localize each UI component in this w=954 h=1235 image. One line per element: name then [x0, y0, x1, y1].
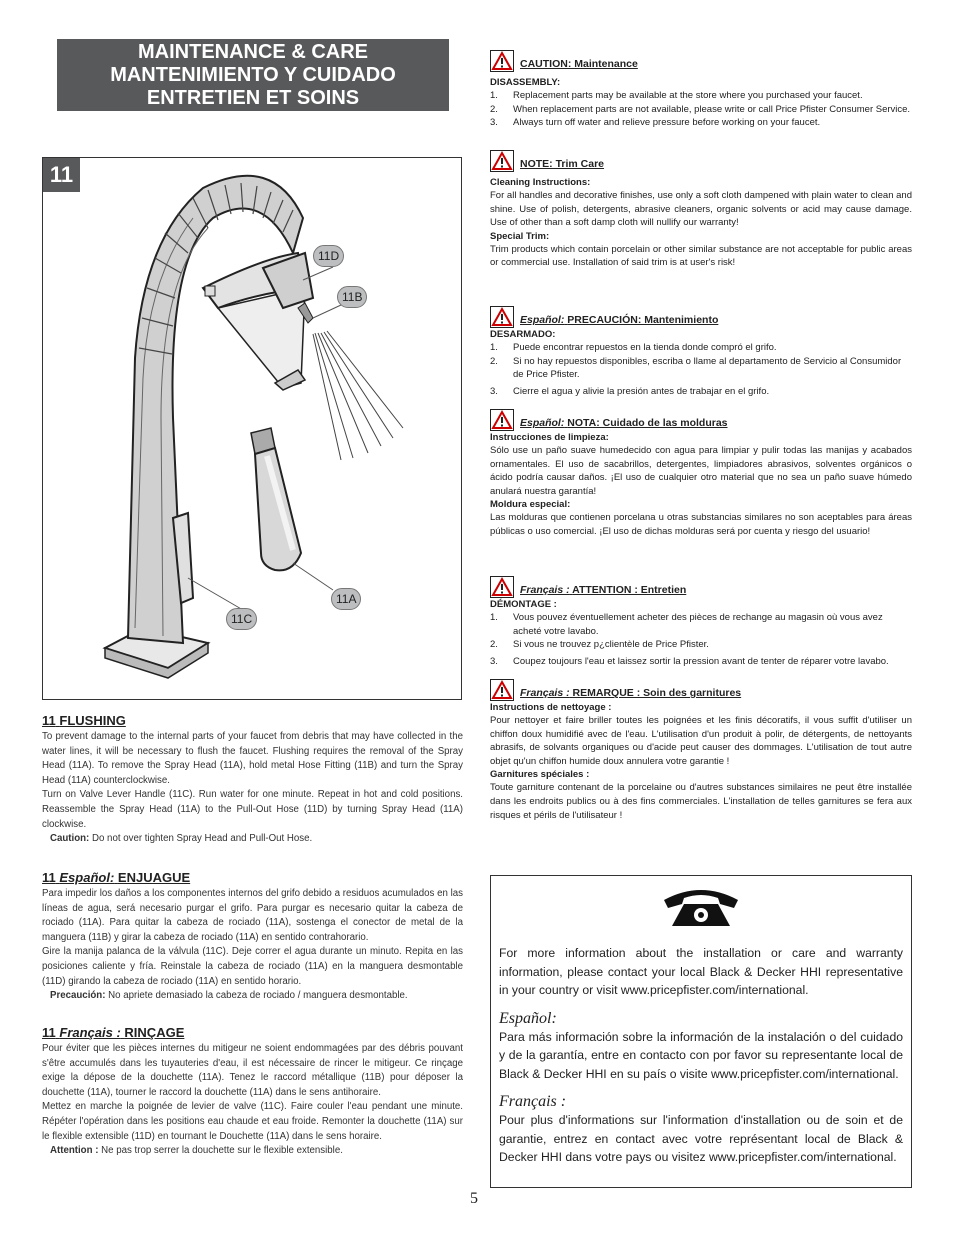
- caution-label: Caution:: [50, 833, 90, 845]
- banner-line-es: MANTENIMIENTO Y CUIDADO: [110, 63, 396, 86]
- note-text: Toute garniture contenant de la porcelaine ou d'autres substances similaires ne peut être installée dans les endroits publics ou à des fins commerciales. L'installation de telles garnitures se fera aux risques et périls de l'utilisateur !: [490, 782, 912, 821]
- note-lang: Español:: [520, 314, 565, 326]
- note-title: PRECAUCIÓN: Mantenimiento: [567, 314, 719, 326]
- list-item: Replacement parts may be available at the store where you purchased your faucet.: [513, 90, 863, 101]
- section-banner: [57, 39, 449, 111]
- note-sub: DÉMONTAGE :: [490, 599, 557, 610]
- flushing-es: [42, 870, 463, 1004]
- note-text: Sólo use un paño suave humedecido con agua para limpiar y pulir todas las manijas y acabados ornamentales. El uso de sacabrillos, detergentes, limpiadores abrasivos, solventes orgánicos o ácido podría causar daños. ¡El uso de cualquier otro material que no sea un paño suave húmedo anulará nuestra garantía!: [490, 445, 912, 497]
- warning-icon: [490, 576, 514, 598]
- note-text: For all handles and decorative finishes, use only a soft cloth dampened with plain water to clean and shine. Use of polish, detergents, abrasive cleaners, organic solvents or acid may cause damage. Use of other than a soft damp cloth will nullify our warranty!: [490, 190, 912, 229]
- caution-label: Precaución:: [50, 990, 106, 1002]
- note-text: Trim products which contain porcelain or other similar substance are not acceptable for public areas or commercial use. Installation of said trim is at user's risk!: [490, 243, 912, 269]
- flushing-en-p2: Turn on Valve Lever Handle (11C). Run water for one minute. Repeat in hot and cold positions. Reassemble the Spray Head (11A) to the Pull-Out Hose (11D) by turning Spray Head (11A) clockwise.: [42, 789, 463, 830]
- warning-icon: [490, 150, 514, 172]
- note-sub: DISASSEMBLY:: [490, 77, 561, 88]
- list-item: Cierre el agua y alivie la presión antes de trabajar en el grifo.: [513, 385, 770, 397]
- note-title: NOTA: Cuidado de las molduras: [567, 417, 728, 429]
- flushing-en-p1: To prevent damage to the internal parts of your faucet from debris that may have collected in the water lines, it will be necessary to flush the faucet. Flushing requires the removal of the Spray Head (11A). To remove the Spray Head (11A), hold metal Hose Fitting (11B) and turn the Spray Head (11A) counterclockwise.: [42, 731, 463, 786]
- figure-11: [42, 157, 462, 700]
- banner-line-en: MAINTENANCE & CARE: [138, 40, 368, 63]
- warning-icon: [490, 409, 514, 431]
- info-fr-heading: Français :: [499, 1093, 567, 1110]
- note-sub: Instrucciones de limpieza:: [490, 432, 609, 443]
- note-trim-es: [490, 405, 912, 539]
- section-title: FLUSHING: [59, 713, 126, 728]
- note-title: NOTE: Trim Care: [520, 158, 605, 170]
- note-caution-es: Español: PRECAUCIÓN: Mantenimiento DESARMADO: 1. Puede encontrar repuestos en la tienda donde compró el grifo. 2. Si no hay repuestos disponibles, escriba o llame al departamento de Servicio al Consumidor de Price Pfister. 3. Cierre el agua y alivie la presión antes de trabajar en el grifo.: [490, 302, 912, 398]
- note-text: Las molduras que contienen porcelana u otras substancias similares no son aceptables para áreas públicas o uso comercial. ¡El uso de dichas molduras será por cuenta y riesgo del usuario!: [490, 512, 912, 537]
- list-item: Always turn off water and relieve pressure before working on your faucet.: [513, 117, 821, 129]
- flushing-fr: [42, 1025, 463, 1159]
- list-item: Si no hay repuestos disponibles, escriba o llame al departamento de Servicio al Consumidor de Price Pfister.: [513, 355, 902, 381]
- warning-icon: [490, 679, 514, 701]
- note-title: REMARQUE : Soin des garnitures: [572, 687, 742, 699]
- info-es-heading: Español:: [499, 1009, 557, 1027]
- info-es: Para más información sobre la información de la instalación o del cuidado y de la garantía, entre en contacto con por favor su representante local de Black & Decker HHI en su país o visite www.pricepfister.com/international.: [499, 1029, 903, 1081]
- caution-text: No apriete demasiado la cabeza de rociado / manguera desmontable.: [108, 990, 408, 1002]
- list-item: Si vous ne trouvez p¿clientèle de Price Pfister.: [513, 639, 709, 651]
- list-item: When replacement parts are not available, please write or call Price Pfister Consumer Service.: [513, 103, 911, 115]
- note-lang: Français :: [520, 687, 570, 699]
- telephone-icon: [658, 886, 744, 932]
- note-sub: Instructions de nettoyage :: [490, 702, 612, 713]
- caution-text: Do not over tighten Spray Head and Pull-Out Hose.: [91, 833, 313, 845]
- section-lang: Español:: [59, 870, 115, 885]
- page-number: 5: [470, 1190, 478, 1207]
- note-text: Pour nettoyer et faire briller toutes les poignées et les finis décoratifs, il vous suffit d'utiliser un chiffon doux humidifié avec de l'eau. L'utilisation d'un produit à polir, de détergents, de nettoyants abrasifs, de solvants organiques ou d'acide peut causer des dommages. L'utilisation de tout autre objet qu'un chiffon humide doux annulera votre garantie !: [490, 715, 912, 767]
- section-num: 11: [42, 870, 56, 885]
- flushing-fr-p2: Mettez en marche la poignée de levier de valve (11C). Faire couler l'eau pendant une minute. Répéter l'opération dans les positions eau chaude et eau froide. Remonter la douchette (11A) sur le flexible extensible (11D) en tournant le Douchette (11A) dans le sens horaire.: [42, 1101, 463, 1142]
- note-title: ATTENTION : Entretien: [572, 584, 687, 596]
- callout-11a: 11A: [331, 588, 361, 610]
- caution-label: Attention :: [50, 1145, 99, 1157]
- note-sub: Moldura especial:: [490, 499, 571, 511]
- flushing-es-p1: Para impedir los daños a los componentes internos del grifo debido a residuos acumulados en las líneas de agua, será necesario purgar el grifo. Para purgar es necesario quitar la cabeza de rociado (11A). Para quitar la cabeza de rociado (11A), sostenga el conector de metal de la manguera (11B) y girar la cabeza de rociado (11A) en sentido contrahorario.: [42, 888, 463, 943]
- callout-11c: 11C: [226, 608, 257, 630]
- note-caution-fr: Français : ATTENTION : Entretien DÉMONTAGE : 1. Vous pouvez éventuellement acheter des pièces de rechange au magasin où vous avez acheté votre lavabo. 2. Si vous ne trouvez p¿clientèle de Price Pfister. 3. Coupez toujours l'eau et laissez sortir la pression avant de tenter de réparer votre lavabo.: [490, 572, 912, 668]
- flushing-en: [42, 713, 463, 847]
- info-fr: Pour plus d'informations sur l'information d'installation ou de soin et de garantie, entrez en contact avec votre représentant local de Black & Decker HHI dans votre pays ou visitez www.pricepfister.com/international.: [499, 1113, 903, 1164]
- figure-number: 11: [43, 158, 80, 192]
- section-lang: Français :: [59, 1025, 121, 1040]
- section-num: 11: [42, 713, 56, 728]
- warning-icon: [490, 50, 514, 72]
- note-lang: Español:: [520, 417, 565, 429]
- caution-text: Ne pas trop serrer la douchette sur le flexible extensible.: [101, 1145, 343, 1157]
- list-item: Coupez toujours l'eau et laissez sortir la pression avant de tenter de réparer votre lavabo.: [513, 655, 889, 667]
- banner-line-fr: ENTRETIEN ET SOINS: [146, 86, 360, 109]
- note-sub: Garnitures spéciales :: [490, 769, 590, 781]
- info-en: For more information about the installation or care and warranty information, please contact your local Black & Decker HHI representative in your country or visit www.pricepfister.com/international.: [499, 946, 903, 997]
- list-item: Puede encontrar repuestos en la tienda donde compró el grifo.: [513, 342, 777, 353]
- callout-11d: 11D: [313, 245, 344, 267]
- contact-info-box: [490, 875, 912, 1188]
- section-title: ENJUAGUE: [117, 870, 191, 885]
- note-title: CAUTION: Maintenance: [520, 58, 638, 70]
- list-item: Vous pouvez éventuellement acheter des pièces de rechange au magasin où vous avez acheté votre lavabo.: [513, 612, 883, 637]
- note-sub: Special Trim:: [490, 230, 550, 242]
- flushing-es-p2: Gire la manija palanca de la válvula (11C). Deje correr el agua durante un minuto. Repita en las posiciones caliente y fría. Reinstale la cabeza de rociado (11A) en la manguera desmontable (11D) girando la cabeza de rociado (11A) en sentido horario.: [42, 946, 463, 987]
- flushing-fr-p1: Pour éviter que les pièces internes du mitigeur ne soient endommagées par des débris pouvant s'être accumulés dans les tuyauteries d'eau, il est nécessaire de rincer le mitigeur. Ce rinçage exige la dépose de la douchette (11A). Tenez le raccord métallique (11B) pour déposer la douchette (11A), tourner le raccord la douchette (11A) dans le sens antihoraire.: [42, 1043, 463, 1098]
- note-lang: Français :: [520, 584, 570, 596]
- note-trim-fr: [490, 675, 912, 822]
- note-sub: Cleaning Instructions:: [490, 177, 591, 188]
- warning-icon: [490, 306, 514, 328]
- note-trim-en: [490, 146, 912, 270]
- section-num: 11: [42, 1025, 56, 1040]
- callout-11b: 11B: [337, 286, 367, 308]
- note-caution-en: CAUTION: Maintenance DISASSEMBLY: 1. Replacement parts may be available at the store where you purchased your faucet. 2. When replacement parts are not available, please write or call Price Pfister Consumer Service. 3. Always turn off water and relieve pressure before working on your faucet.: [490, 46, 912, 130]
- section-title: RINÇAGE: [124, 1025, 185, 1040]
- note-sub: DESARMADO:: [490, 329, 556, 340]
